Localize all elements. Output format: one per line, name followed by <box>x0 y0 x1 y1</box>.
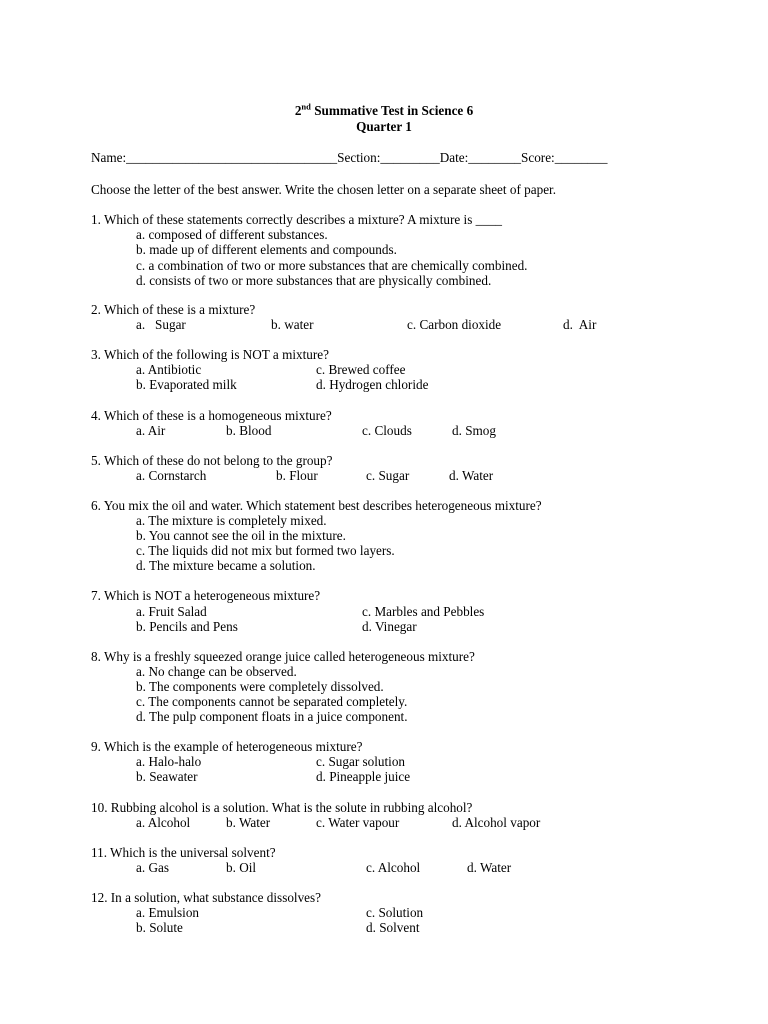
q1-option-b: b. made up of different elements and compounds. <box>136 242 397 257</box>
question-2: 2. Which of these is a mixture? <box>91 302 256 317</box>
q7-option-b: b. Pencils and Pens <box>136 619 238 634</box>
q1-option-a: a. composed of different substances. <box>136 227 328 242</box>
q3-option-d: d. Hydrogen chloride <box>316 377 429 392</box>
q8-option-c: c. The components cannot be separated completely. <box>136 694 408 709</box>
q8-option-b: b. The components were completely dissolved. <box>136 679 384 694</box>
q2-option-b: b. water <box>271 317 314 332</box>
q4-option-b: b. Blood <box>226 423 272 438</box>
q4-option-a: a. Air <box>136 423 166 438</box>
question-5: 5. Which of these do not belong to the group? <box>91 453 333 468</box>
q3-option-b: b. Evaporated milk <box>136 377 237 392</box>
q1-option-c: c. a combination of two or more substances that are chemically combined. <box>136 258 528 273</box>
q2-option-a: a. Sugar <box>136 317 186 332</box>
q11-option-a: a. Gas <box>136 860 169 875</box>
q5-option-d: d. Water <box>449 468 494 483</box>
q5-option-b: b. Flour <box>276 468 318 483</box>
q5-option-a: a. Cornstarch <box>136 468 207 483</box>
q3-option-a: a. Antibiotic <box>136 362 202 377</box>
instructions: Choose the letter of the best answer. Write the chosen letter on a separate sheet of paper. <box>91 182 557 197</box>
q4-option-c: c. Clouds <box>362 423 412 438</box>
q11-option-d: d. Water <box>467 860 512 875</box>
q8-option-a: a. No change can be observed. <box>136 664 297 679</box>
q2-option-c: c. Carbon dioxide <box>407 317 502 332</box>
q9-option-a: a. Halo-halo <box>136 754 202 769</box>
q10-option-a: a. Alcohol <box>136 815 191 830</box>
q1-option-d: d. consists of two or more substances that are physically combined. <box>136 273 492 288</box>
q2-option-d: d. Air <box>563 317 597 332</box>
q3-option-c: c. Brewed coffee <box>316 362 406 377</box>
q10-option-c: c. Water vapour <box>316 815 400 830</box>
question-6: 6. You mix the oil and water. Which statement best describes heterogeneous mixture? <box>91 498 542 513</box>
title-rest: Summative Test in Science 6 <box>310 103 474 118</box>
q11-option-c: c. Alcohol <box>366 860 421 875</box>
student-info-line: Name:________________________________Section:_________Date:________Score:________ <box>91 150 608 165</box>
q12-option-a: a. Emulsion <box>136 905 200 920</box>
q5-option-c: c. Sugar <box>366 468 410 483</box>
q7-option-d: d. Vinegar <box>362 619 417 634</box>
q12-option-d: d. Solvent <box>366 920 420 935</box>
test-title <box>0 103 768 118</box>
q9-option-d: d. Pineapple juice <box>316 769 411 784</box>
title-prefix: 2 <box>294 103 302 118</box>
question-8: 8. Why is a freshly squeezed orange juice called heterogeneous mixture? <box>91 649 475 664</box>
quarter-title: Quarter 1 <box>356 119 412 134</box>
q4-option-d: d. Smog <box>452 423 496 438</box>
question-11: 11. Which is the universal solvent? <box>91 845 276 860</box>
title-superscript: nd <box>301 101 311 112</box>
question-1: 1. Which of these statements correctly describes a mixture? A mixture is ____ <box>91 212 503 227</box>
q7-option-a: a. Fruit Salad <box>136 604 207 619</box>
question-4: 4. Which of these is a homogeneous mixture? <box>91 408 332 423</box>
question-10: 10. Rubbing alcohol is a solution. What is the solute in rubbing alcohol? <box>91 800 473 815</box>
q6-option-d: d. The mixture became a solution. <box>136 558 316 573</box>
q9-option-b: b. Seawater <box>136 769 198 784</box>
q10-option-d: d. Alcohol vapor <box>452 815 541 830</box>
q10-option-b: b. Water <box>226 815 271 830</box>
question-12: 12. In a solution, what substance dissolves? <box>91 890 322 905</box>
q7-option-c: c. Marbles and Pebbles <box>362 604 485 619</box>
q6-option-a: a. The mixture is completely mixed. <box>136 513 327 528</box>
question-9: 9. Which is the example of heterogeneous mixture? <box>91 739 363 754</box>
q12-option-b: b. Solute <box>136 920 183 935</box>
q8-option-d: d. The pulp component floats in a juice component. <box>136 709 408 724</box>
question-3: 3. Which of the following is NOT a mixture? <box>91 347 329 362</box>
q6-option-c: c. The liquids did not mix but formed two layers. <box>136 543 395 558</box>
q9-option-c: c. Sugar solution <box>316 754 406 769</box>
question-7: 7. Which is NOT a heterogeneous mixture? <box>91 588 321 603</box>
q6-option-b: b. You cannot see the oil in the mixture. <box>136 528 346 543</box>
q11-option-b: b. Oil <box>226 860 257 875</box>
q12-option-c: c. Solution <box>366 905 424 920</box>
